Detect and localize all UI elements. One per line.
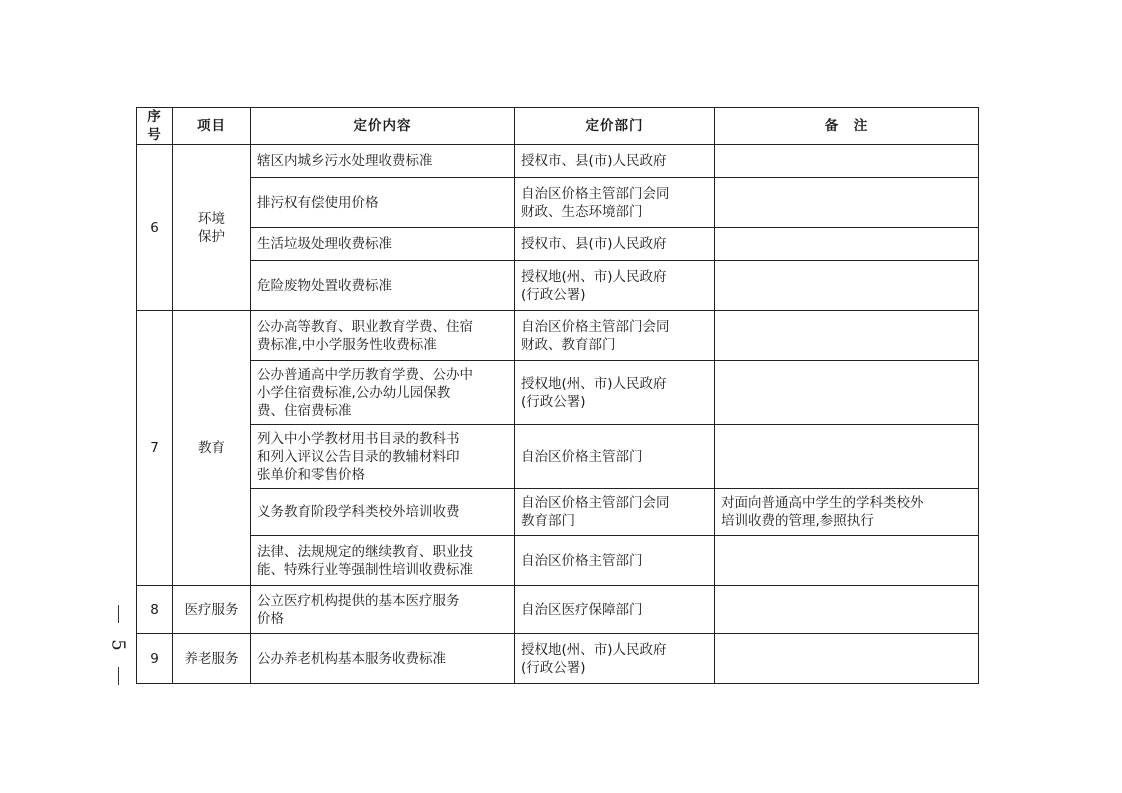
pricing-department-cell: 授权地(州、市)人民政府 (行政公署): [515, 261, 715, 311]
page-number-dash-top: [118, 605, 119, 623]
pricing-department-cell: 授权市、县(市)人民政府: [515, 145, 715, 178]
pricing-department-cell: 授权市、县(市)人民政府: [515, 228, 715, 261]
remarks-cell: 对面向普通高中学生的学科类校外 培训收费的管理,参照执行: [715, 489, 979, 536]
table-row: [137, 261, 979, 311]
table-row: [137, 361, 979, 425]
remarks-cell: [715, 634, 979, 684]
remarks-cell: [715, 228, 979, 261]
pricing-department-cell: 授权地(州、市)人民政府 (行政公署): [515, 634, 715, 684]
remarks-cell: [715, 586, 979, 634]
remarks-cell: [715, 536, 979, 586]
header-item: 项目: [173, 108, 251, 145]
pricing-content-cell: 公立医疗机构提供的基本医疗服务 价格: [251, 586, 515, 634]
serial-number-cell: 8: [137, 586, 173, 634]
table-row: [137, 634, 979, 684]
pricing-content-cell: 危险废物处置收费标准: [251, 261, 515, 311]
pricing-department-cell: 自治区医疗保障部门: [515, 586, 715, 634]
pricing-content-cell: 公办普通高中学历教育学费、公办中 小学住宿费标准,公办幼儿园保教 费、住宿费标准: [251, 361, 515, 425]
header-remarks: 备 注: [715, 108, 979, 145]
pricing-department-cell: 自治区价格主管部门: [515, 536, 715, 586]
table-row: [137, 489, 979, 536]
table-body: [137, 145, 979, 684]
pricing-content-cell: 法律、法规规定的继续教育、职业技 能、特殊行业等强制性培训收费标准: [251, 536, 515, 586]
serial-number-cell: 6: [137, 145, 173, 311]
remarks-cell: [715, 425, 979, 489]
pricing-content-cell: 公办养老机构基本服务收费标准: [251, 634, 515, 684]
table-row: [137, 145, 979, 178]
table-row: [137, 178, 979, 228]
serial-number-cell: 9: [137, 634, 173, 684]
page-number-dash-bottom: [118, 667, 119, 685]
pricing-department-cell: 自治区价格主管部门会同 教育部门: [515, 489, 715, 536]
table-row: [137, 425, 979, 489]
header-pricing-content: 定价内容: [251, 108, 515, 145]
pricing-content-cell: 辖区内城乡污水处理收费标准: [251, 145, 515, 178]
table-row: [137, 311, 979, 361]
header-serial-number: 序号: [137, 108, 173, 145]
remarks-cell: [715, 178, 979, 228]
page-number-marker: [108, 605, 128, 685]
item-cell: 养老服务: [173, 634, 251, 684]
header-pricing-department: 定价部门: [515, 108, 715, 145]
pricing-content-cell: 排污权有偿使用价格: [251, 178, 515, 228]
pricing-content-cell: 公办高等教育、职业教育学费、住宿 费标准,中小学服务性收费标准: [251, 311, 515, 361]
remarks-cell: [715, 311, 979, 361]
pricing-table: [136, 107, 979, 684]
item-cell: 教育: [173, 311, 251, 586]
serial-number-cell: 7: [137, 311, 173, 586]
remarks-cell: [715, 361, 979, 425]
table-row: [137, 228, 979, 261]
item-cell: 环境 保护: [173, 145, 251, 311]
pricing-content-cell: 义务教育阶段学科类校外培训收费: [251, 489, 515, 536]
item-cell: 医疗服务: [173, 586, 251, 634]
pricing-content-cell: 生活垃圾处理收费标准: [251, 228, 515, 261]
table-row: [137, 586, 979, 634]
table-header-row: [137, 108, 979, 145]
remarks-cell: [715, 145, 979, 178]
pricing-department-cell: 自治区价格主管部门会同 财政、生态环境部门: [515, 178, 715, 228]
pricing-department-cell: 自治区价格主管部门会同 财政、教育部门: [515, 311, 715, 361]
remarks-cell: [715, 261, 979, 311]
table-row: [137, 536, 979, 586]
pricing-content-cell: 列入中小学教材用书目录的教科书 和列入评议公告目录的教辅材料印 张单价和零售价格: [251, 425, 515, 489]
pricing-department-cell: 授权地(州、市)人民政府 (行政公署): [515, 361, 715, 425]
page-number: 5: [107, 639, 129, 651]
pricing-department-cell: 自治区价格主管部门: [515, 425, 715, 489]
